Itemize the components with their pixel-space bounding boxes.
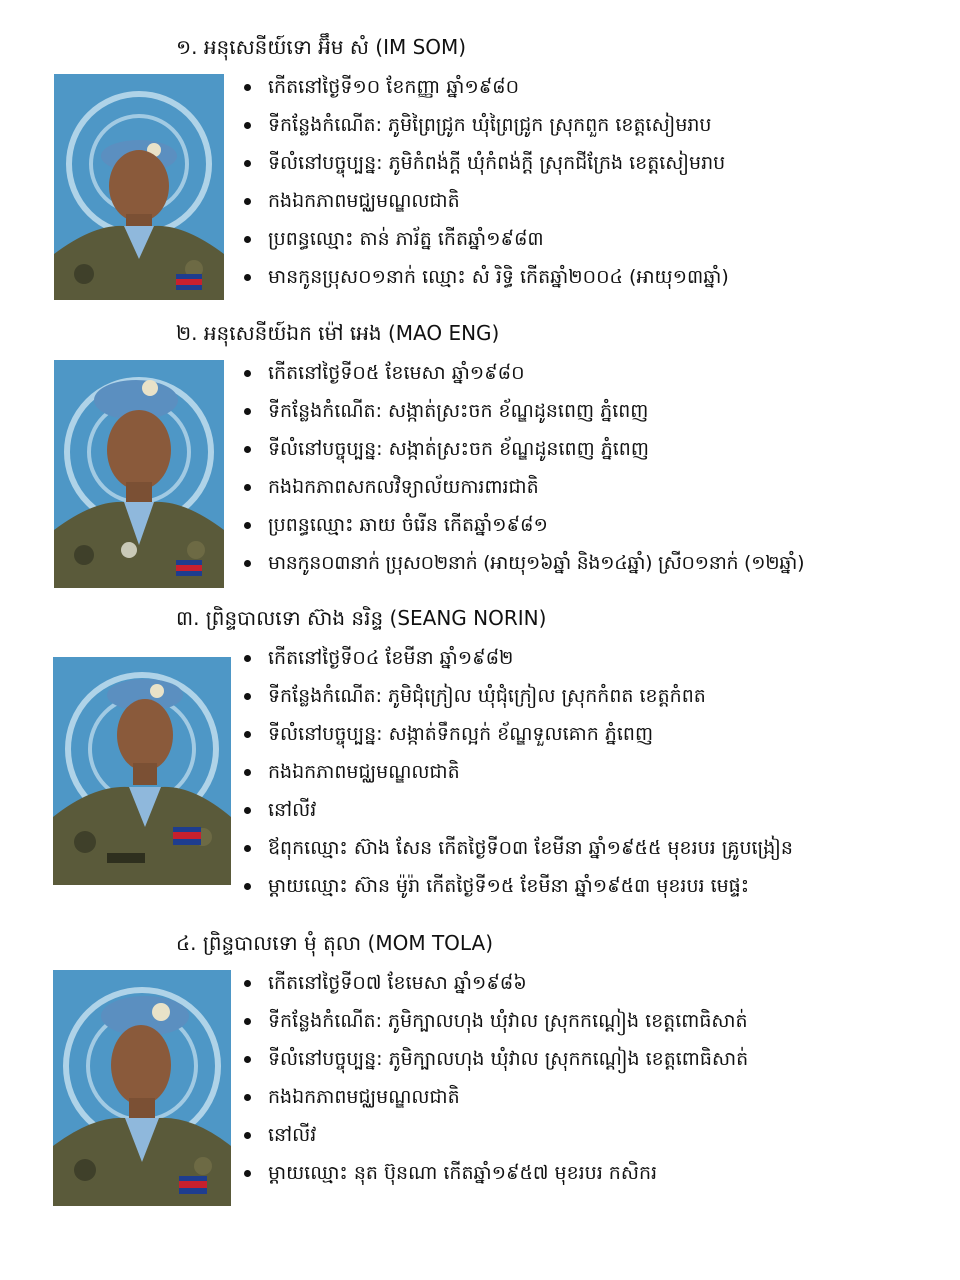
detail-item: ម្ដាយឈ្មោះ ស៊ាន ម៉ូរ៉ា កើតថ្ងៃទី១៥ ខែមីនា ឆ្នាំ១៩៥៣ មុខរបរ មេផ្ទះ bbox=[240, 873, 793, 899]
portrait-image bbox=[53, 970, 231, 1206]
bullet-icon bbox=[244, 198, 251, 205]
bullet-icon bbox=[244, 655, 251, 662]
portrait-photo bbox=[53, 657, 231, 885]
portrait-image bbox=[54, 74, 224, 300]
portrait-image bbox=[53, 657, 231, 885]
bullet-icon bbox=[244, 1018, 251, 1025]
bullet-icon bbox=[244, 446, 251, 453]
profile-details bbox=[240, 360, 804, 576]
detail-item: មានកូនប្រុស០១នាក់ ឈ្មោះ សំ រិទ្ធិ កើតឆ្នាំ២០០៤ (អាយុ១៣ឆ្នាំ) bbox=[240, 264, 729, 290]
detail-item: មានកូន០៣នាក់ ប្រុស០២នាក់ (អាយុ១៦ឆ្នាំ និង១៤ឆ្នាំ) ស្រី០១នាក់ (១២ឆ្នាំ) bbox=[240, 550, 804, 576]
bullet-icon bbox=[244, 1094, 251, 1101]
bullet-icon bbox=[244, 560, 251, 567]
detail-item: ប្រពន្ធឈ្មោះ តាន់ ភារ័ត្ន កើតឆ្នាំ១៩៨៣ bbox=[240, 226, 729, 252]
bullet-icon bbox=[244, 160, 251, 167]
profile-title: ២. អនុសេនីយ៍ឯក ម៉ៅ អេង (MAO ENG) bbox=[176, 321, 500, 345]
detail-item: ទីកន្លែងកំណើត: ភូមិក្បាលហុង ឃុំវាល ស្រុកកណ្ដៀង ខេត្តពោធិសាត់ bbox=[240, 1008, 748, 1034]
bullet-icon bbox=[244, 693, 251, 700]
detail-item: កើតនៅថ្ងៃទី០៥ ខែមេសា ឆ្នាំ១៩៨០ bbox=[240, 360, 804, 386]
detail-item: ទីកន្លែងកំណើត: ភូមិជុំក្រៀល ឃុំជុំក្រៀល ស្រុកកំពត ខេត្តកំពត bbox=[240, 683, 793, 709]
detail-item: កើតនៅថ្ងៃទី០៤ ខែមីនា ឆ្នាំ១៩៨២ bbox=[240, 645, 793, 671]
portrait-photo bbox=[53, 970, 231, 1206]
bullet-icon bbox=[244, 122, 251, 129]
detail-item: នៅលីវ bbox=[240, 797, 793, 823]
detail-item: នៅលីវ bbox=[240, 1122, 748, 1148]
bullet-icon bbox=[244, 484, 251, 491]
detail-item: ប្រពន្ធឈ្មោះ ឆាយ ចំរើន កើតឆ្នាំ១៩៨១ bbox=[240, 512, 804, 538]
profile-title: ៣. ព្រិន្ទបាលទោ ស៊ាង នរិន្ទ (SEANG NORIN) bbox=[176, 606, 547, 630]
bullet-icon bbox=[244, 731, 251, 738]
bullet-icon bbox=[244, 370, 251, 377]
bullet-icon bbox=[244, 883, 251, 890]
detail-item: កើតនៅថ្ងៃទី០៧ ខែមេសា ឆ្នាំ១៩៨៦ bbox=[240, 970, 748, 996]
profile-title: ១. អនុសេនីយ៍ទោ អ៊ឹម សំ (IM SOM) bbox=[176, 35, 467, 59]
bullet-icon bbox=[244, 522, 251, 529]
bullet-icon bbox=[244, 84, 251, 91]
bullet-icon bbox=[244, 274, 251, 281]
bullet-icon bbox=[244, 807, 251, 814]
bullet-icon bbox=[244, 769, 251, 776]
bullet-icon bbox=[244, 1170, 251, 1177]
bullet-icon bbox=[244, 980, 251, 987]
detail-item: ឪពុកឈ្មោះ ស៊ាង សែន កើតថ្ងៃទី០៣ ខែមីនា ឆ្នាំ១៩៥៥ មុខរបរ គ្រូបង្រៀន bbox=[240, 835, 793, 861]
bullet-icon bbox=[244, 1132, 251, 1139]
detail-item: ទីលំនៅបច្ចុប្បន្ន: សង្កាត់ស្រះចក ខ័ណ្ឌដូនពេញ ភ្នំពេញ bbox=[240, 436, 804, 462]
profile-title: ៤. ព្រិន្ទបាលទោ មុំ តុលា (MOM TOLA) bbox=[176, 931, 494, 955]
profile-details bbox=[240, 645, 793, 899]
detail-item: កងឯកភាពមជ្ឈមណ្ឌលជាតិ bbox=[240, 188, 729, 214]
portrait-photo bbox=[54, 360, 224, 588]
detail-item: ទីលំនៅបច្ចុប្បន្ន: ភូមិកំពង់ក្ដី ឃុំកំពង់ក្ដី ស្រុកជីក្រែង ខេត្តសៀមរាប bbox=[240, 150, 729, 176]
bullet-icon bbox=[244, 408, 251, 415]
detail-item: ទីលំនៅបច្ចុប្បន្ន: សង្កាត់ទឹកល្អក់ ខ័ណ្ឌទួលគោក ភ្នំពេញ bbox=[240, 721, 793, 747]
bullet-icon bbox=[244, 236, 251, 243]
bullet-icon bbox=[244, 1056, 251, 1063]
detail-item: កងឯកភាពសកលវិទ្យាល័យការពារជាតិ bbox=[240, 474, 804, 500]
detail-item: កងឯកភាពមជ្ឈមណ្ឌលជាតិ bbox=[240, 1084, 748, 1110]
profile-details bbox=[240, 970, 748, 1186]
bullet-icon bbox=[244, 845, 251, 852]
portrait-image bbox=[54, 360, 224, 588]
detail-item: ទីលំនៅបច្ចុប្បន្ន: ភូមិក្បាលហុង ឃុំវាល ស្រុកកណ្ដៀង ខេត្តពោធិសាត់ bbox=[240, 1046, 748, 1072]
detail-item: កងឯកភាពមជ្ឈមណ្ឌលជាតិ bbox=[240, 759, 793, 785]
detail-item: ទីកន្លែងកំណើត: ភូមិព្រៃជ្រូក ឃុំព្រៃជ្រូក ស្រុកពួក ខេត្តសៀមរាប bbox=[240, 112, 729, 138]
detail-item: ទីកន្លែងកំណើត: សង្កាត់ស្រះចក ខ័ណ្ឌដូនពេញ ភ្នំពេញ bbox=[240, 398, 804, 424]
portrait-photo bbox=[54, 74, 224, 300]
profile-details bbox=[240, 74, 729, 290]
detail-item: ម្ដាយឈ្មោះ នុត ប៊ុនណា កើតឆ្នាំ១៩៥៧ មុខរបរ កសិករ bbox=[240, 1160, 748, 1186]
detail-item: កើតនៅថ្ងៃទី១០ ខែកញ្ញា ឆ្នាំ១៩៨០ bbox=[240, 74, 729, 100]
